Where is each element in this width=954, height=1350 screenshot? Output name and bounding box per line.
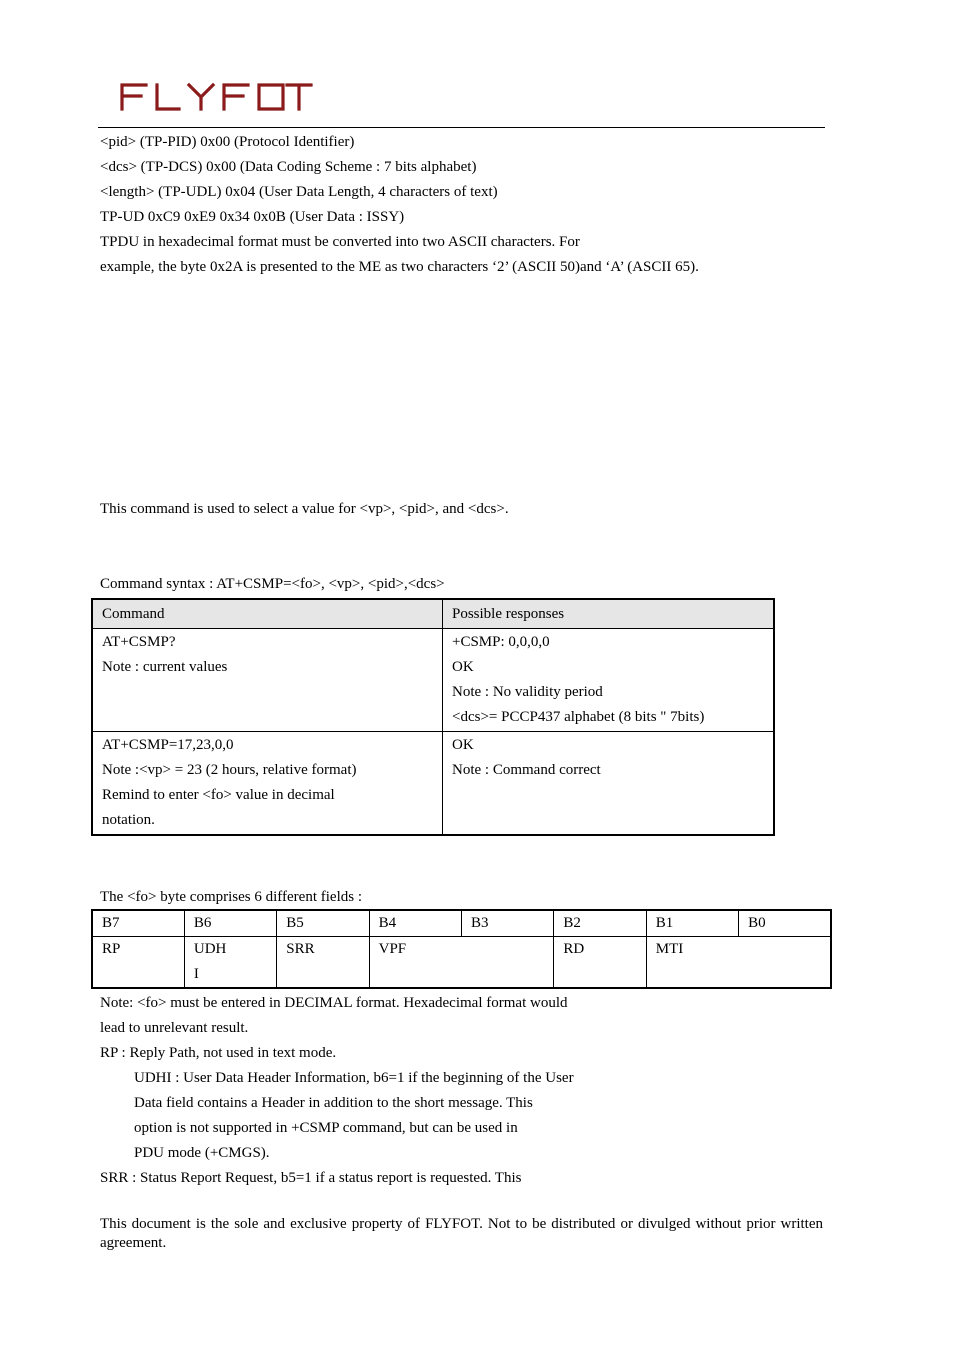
fo-fields-row <box>92 937 831 989</box>
field-rd: RD <box>554 937 646 989</box>
bit-b0: B0 <box>739 910 831 937</box>
table-row <box>92 732 774 836</box>
header-rule <box>98 127 825 128</box>
response-cell <box>443 732 775 836</box>
field-srr: SRR <box>277 937 369 989</box>
note-decimal-cont: lead to unrelevant result. <box>100 1020 249 1036</box>
fo-bits-row <box>92 910 831 937</box>
command-note: Remind to enter <fo> value in decimal <box>102 787 335 803</box>
command-description: This command is used to select a value for <vp>, <pid>, and <dcs>. <box>100 501 509 517</box>
intro-line-tpdu: TPDU in hexadecimal format must be converted into two ASCII characters. For <box>100 234 580 250</box>
note-udhi-cont: option is not supported in +CSMP command, but can be used in <box>134 1120 518 1136</box>
command-note: notation. <box>102 812 155 828</box>
header-responses: Possible responses <box>443 599 775 629</box>
bit-b5: B5 <box>277 910 369 937</box>
flyfot-logo <box>119 82 313 112</box>
response-ok: OK <box>452 737 474 753</box>
intro-line-example: example, the byte 0x2A is presented to the ME as two characters ‘2’ (ASCII 50)and ‘A’ (ASCII 65). <box>100 259 699 275</box>
field-udhi-part1: UDH <box>193 941 227 957</box>
note-udhi: UDHI : User Data Header Information, b6=1 if the beginning of the User <box>134 1070 574 1086</box>
field-udhi-part2: I <box>193 966 199 982</box>
bit-b7: B7 <box>92 910 184 937</box>
response-text: +CSMP: 0,0,0,0 <box>452 634 550 650</box>
bit-b1: B1 <box>646 910 738 937</box>
intro-line-length: <length> (TP-UDL) 0x04 (User Data Length, 4 characters of text) <box>100 184 498 200</box>
field-mti: MTI <box>646 937 831 989</box>
bit-b3: B3 <box>462 910 554 937</box>
note-decimal: Note: <fo> must be entered in DECIMAL format. Hexadecimal format would <box>100 995 568 1011</box>
command-syntax: Command syntax : AT+CSMP=<fo>, <vp>, <pid>,<dcs> <box>100 576 445 592</box>
footer-disclaimer: This document is the sole and exclusive property of FLYFOT. Not to be distributed or divulged without prior written agreement. <box>100 1216 823 1251</box>
command-text: AT+CSMP? <box>102 634 176 650</box>
response-ok: OK <box>452 659 474 675</box>
response-note: <dcs>= PCCP437 alphabet (8 bits " 7bits) <box>452 709 705 725</box>
note-udhi-cont: Data field contains a Header in addition to the short message. This <box>134 1095 533 1111</box>
bit-b6: B6 <box>184 910 276 937</box>
field-vpf: VPF <box>369 937 554 989</box>
response-note: Note : Command correct <box>452 762 601 778</box>
response-cell <box>443 629 775 732</box>
fo-intro: The <fo> byte comprises 6 different fields : <box>100 889 362 905</box>
response-note: Note : No validity period <box>452 684 603 700</box>
field-udhi <box>184 937 276 989</box>
command-table-header <box>92 599 774 629</box>
header-command: Command <box>92 599 443 629</box>
intro-line-pid: <pid> (TP-PID) 0x00 (Protocol Identifier) <box>100 134 355 150</box>
field-rp: RP <box>92 937 184 989</box>
bit-b4: B4 <box>369 910 461 937</box>
intro-line-tpud: TP-UD 0xC9 0xE9 0x34 0x0B (User Data : ISSY) <box>100 209 405 225</box>
command-cell <box>92 732 443 836</box>
command-table <box>91 598 775 836</box>
note-udhi-cont: PDU mode (+CMGS). <box>134 1145 270 1161</box>
command-cell <box>92 629 443 732</box>
fo-byte-table <box>91 909 832 989</box>
command-note: Note :<vp> = 23 (2 hours, relative format) <box>102 762 357 778</box>
intro-line-dcs: <dcs> (TP-DCS) 0x00 (Data Coding Scheme : 7 bits alphabet) <box>100 159 477 175</box>
note-srr: SRR : Status Report Request, b5=1 if a status report is requested. This <box>100 1170 522 1186</box>
table-row <box>92 629 774 732</box>
note-rp: RP : Reply Path, not used in text mode. <box>100 1045 337 1061</box>
command-note: Note : current values <box>102 659 228 675</box>
command-text: AT+CSMP=17,23,0,0 <box>102 737 234 753</box>
bit-b2: B2 <box>554 910 646 937</box>
